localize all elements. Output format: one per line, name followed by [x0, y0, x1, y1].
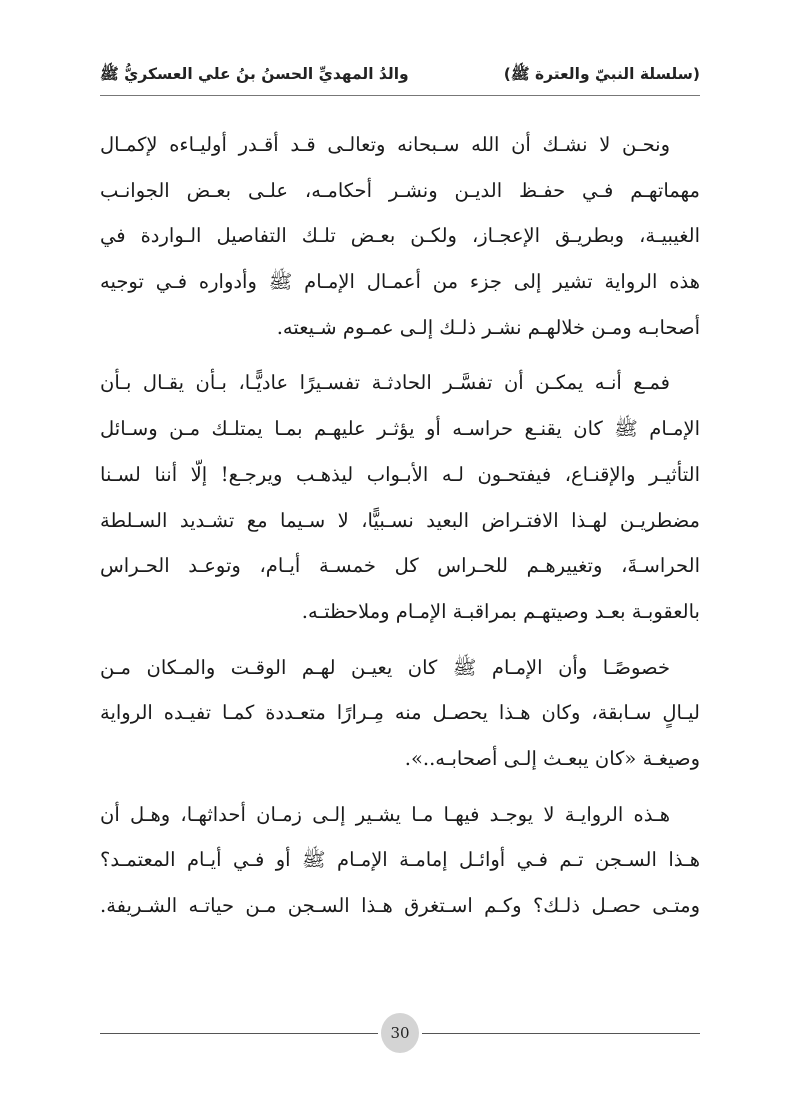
page-number-badge [381, 1013, 419, 1053]
text-line: مهماتهـم فـي حفـظ الديـن ونشـر أحكامـه، علـى بعـض الجوانـب [100, 178, 700, 202]
text-line: هـذه الروايـة لا يوجـد فيهـا مـا يشـير إلـى زمـان أحداثهـا، وهـل أن [100, 802, 670, 826]
footer-rule-right [422, 1033, 700, 1034]
text-line: هذه الرواية تشير إلى جزء من أعمـال الإمـام ﷺ وأدواره فـي توجيه [100, 270, 700, 294]
text-line: الغيبيـة، وبطريـق الإعجـاز، ولكـن بعـض تلـك التفاصيل الـواردة في [100, 224, 700, 248]
paragraph-2 [100, 360, 700, 634]
text-line: مضطريـن لهـذا الافتـراض البعيد نسـبيًّا، لا سـيما مع تشـديد السـلطة [100, 508, 700, 532]
paragraph-3 [100, 645, 700, 782]
text-line: وصيغـة «كان يبعـث إلـى أصحابـه..». [404, 746, 700, 770]
text-line: أصحابـه ومـن خلالهـم نشـر ذلـك إلـى عمـوم شـيعته. [276, 315, 700, 339]
text-line: هـذا السـجن تـم فـي أوائـل إمامـة الإمـام ﷺ أو فـي أيـام المعتمـد؟ [100, 848, 700, 872]
header-divider [100, 95, 700, 96]
text-line: التأثيـر والإقنـاع، فيفتحـون لـه الأبـواب ليذهـب ويرجـع! إلّا أننا لسـنا [100, 462, 700, 486]
book-title: والدُ المهديِّ الحسنُ بنُ علي العسكريُّ ﷺ [100, 64, 409, 83]
text-line: ومتـى حصـل ذلـك؟ وكـم اسـتغرق هـذا السـجن مـن حياتـه الشـريفة. [100, 894, 700, 917]
text-line: خصوصًـا وأن الإمـام ﷺ كان يعيـن لهـم الوقـت والمـكان مـن [100, 655, 670, 679]
text-line: بالعقوبـة بعـد وصيتهـم بمراقبـة الإمـام وملاحظتـه. [301, 599, 700, 623]
page-number: 30 [390, 1024, 410, 1042]
text-line: فمـع أنـه يمكـن أن تفسَّـر الحادثـة تفسـيرًا عاديًّـا، بـأن يقـال بـأن [100, 371, 670, 395]
text-line: ليـالٍ سـابقة، وكان هـذا يحصـل منه مِـرارًا متعـددة كمـا تفيـده الرواية [100, 701, 700, 725]
body-text [100, 122, 700, 939]
running-header [100, 58, 700, 92]
series-title: (سلسلة النبيّ والعترة ﷺ) [503, 64, 700, 83]
text-line: ونحـن لا نشـك أن الله سـبحانه وتعالـى قـد أقـدر أوليـاءه لإكمـال [100, 133, 670, 156]
paragraph-1 [100, 122, 700, 350]
text-line: الحراسـةَ، وتغييرهـم للحـراس كل خمسـة أيـام، وتوعـد الحـراس [100, 554, 700, 578]
text-line: الإمـام ﷺ كان يقنـع حراسـه أو يؤثـر عليهـم بمـا يمتلـك مـن وسـائل [100, 417, 700, 441]
page-footer [100, 1013, 700, 1053]
paragraph-4 [100, 792, 700, 929]
footer-rule-left [100, 1033, 378, 1034]
